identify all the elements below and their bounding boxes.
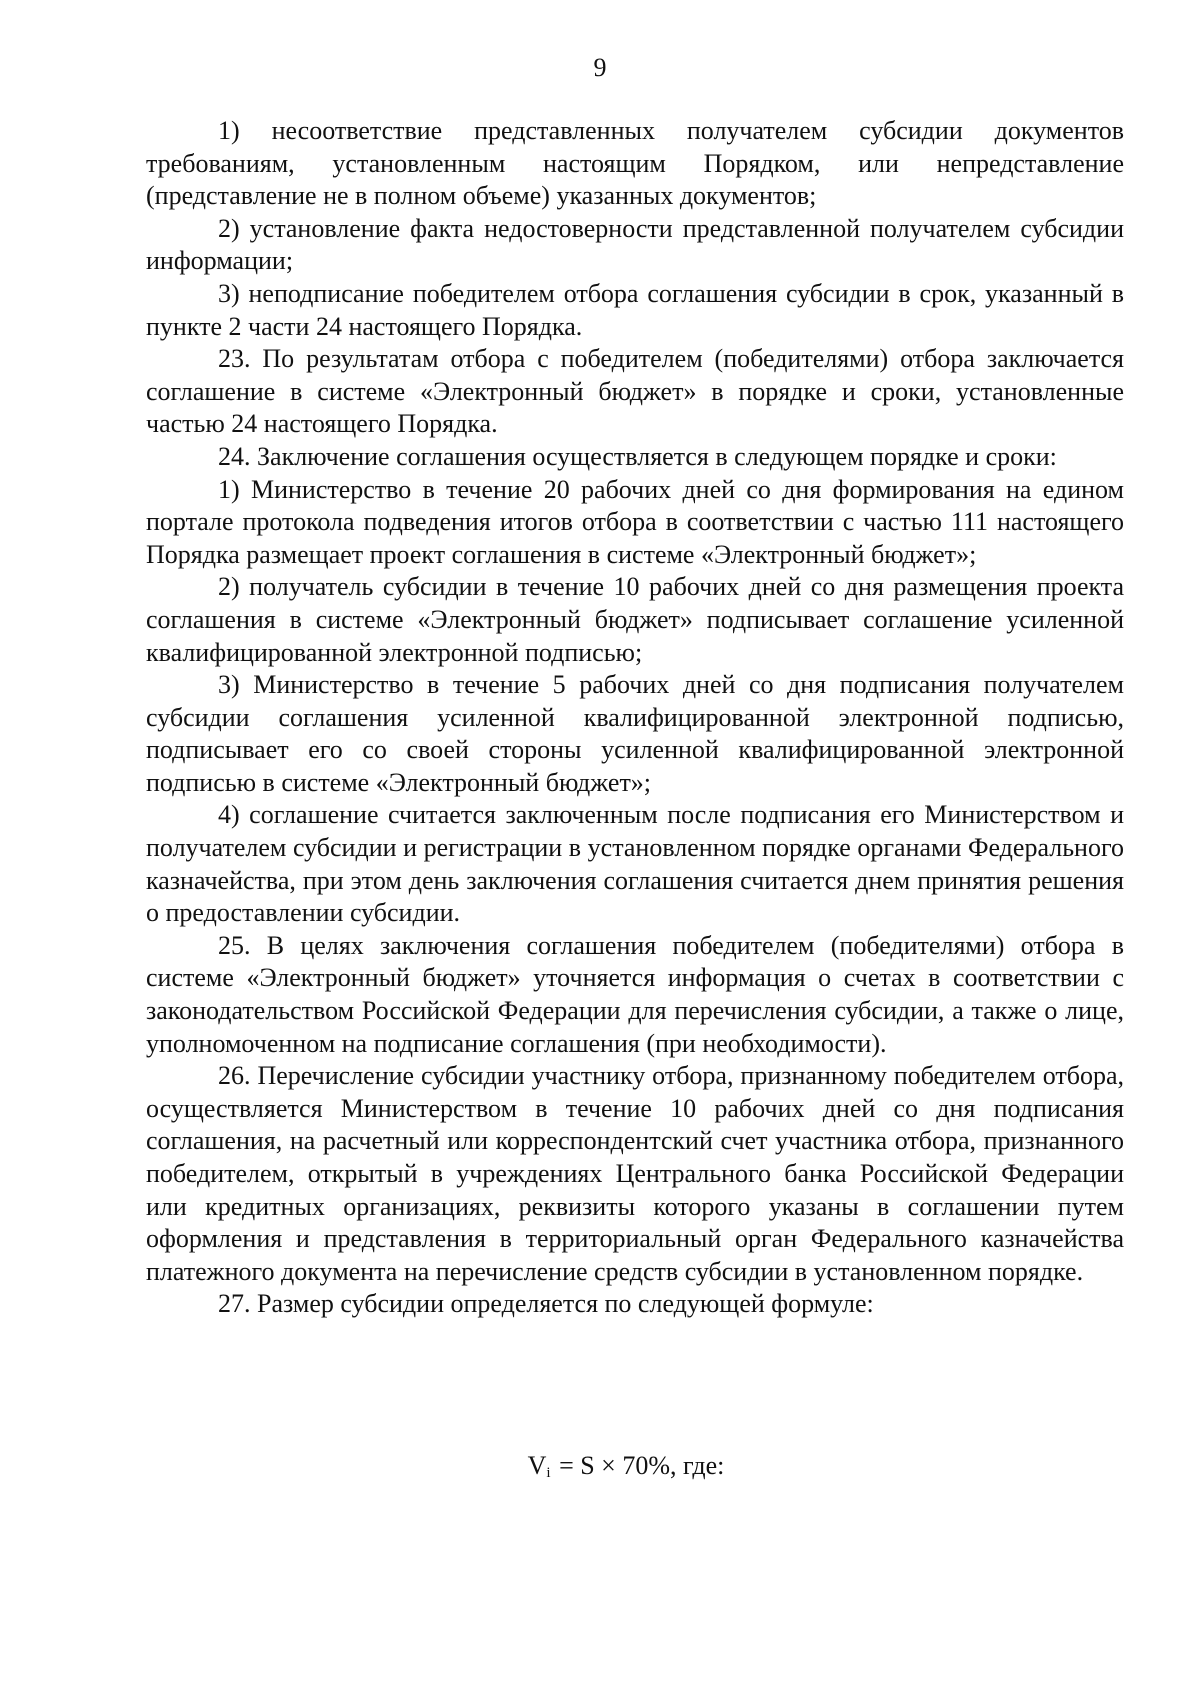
- formula-subscript: i: [546, 1465, 551, 1481]
- body-text: [146, 115, 1124, 1321]
- page-number: 9: [593, 53, 607, 82]
- paragraph-section-25: 25. В целях заключения соглашения победителем (победителями) отбора в системе «Электронный бюджет» уточняется информация о счетах в соответствии с законодательством Российской Федерации для перечисления субсидии, а также о лице, уполномоченном на подписание соглашения (при необходимости).: [146, 930, 1124, 1058]
- paragraph-section-24: 24. Заключение соглашения осуществляется в следующем порядке и сроки:: [218, 441, 1057, 471]
- paragraph-clause-2: 2) установление факта недостоверности представленной получателем субсидии информации;: [146, 213, 1124, 276]
- paragraph-section-24-item-3: 3) Министерство в течение 5 рабочих дней со дня подписания получателем субсидии соглашения усиленной квалифицированной электронной подписью, подписывает его со своей стороны усиленной квалифицированной электронной подписью в системе «Электронный бюджет»;: [146, 670, 1124, 797]
- paragraph-section-27: 27. Размер субсидии определяется по следующей формуле:: [218, 1289, 874, 1319]
- paragraph-section-26: 26. Перечисление субсидии участнику отбора, признанному победителем отбора, осуществляется Министерством в течение 10 рабочих дней со дня подписания соглашения, на расчетный или корреспондентский счет участника отбора, признанного победителем, открытый в учреждениях Центрального банка Российской Федерации или кредитных организациях, реквизиты которого указаны в соглашении путем оформления и представления в территориальный орган Федерального казначейства платежного документа на перечисление средств субсидии в установленном порядке.: [146, 1061, 1124, 1286]
- subsidy-formula: [0, 1450, 1200, 1489]
- formula-expression: = S × 70%, где:: [552, 1451, 725, 1480]
- formula-variable: V: [527, 1451, 547, 1480]
- paragraph-clause-1: 1) несоответствие представленных получателем субсидии документов требованиям, установленным настоящим Порядком, или непредставление (представление не в полном объеме) указанных документов;: [146, 116, 1124, 211]
- paragraph-clause-3: 3) неподписание победителем отбора соглашения субсидии в срок, указанный в пункте 2 части 24 настоящего Порядка.: [146, 278, 1124, 341]
- paragraph-section-23: 23. По результатам отбора с победителем (победителями) отбора заключается соглашение в системе «Электронный бюджет» в порядке и сроки, установленные частью 24 настоящего Порядка.: [146, 344, 1124, 439]
- paragraph-section-24-item-4: 4) соглашение считается заключенным после подписания его Министерством и получателем субсидии и регистрации в установленном порядке органами Федерального казначейства, при этом день заключения соглашения считается днем принятия решения о предоставлении субсидии.: [146, 800, 1124, 928]
- paragraph-section-24-item-1: 1) Министерство в течение 20 рабочих дней со дня формирования на едином портале протокола подведения итогов отбора в соответствии с частью 111 настоящего Порядка размещает проект соглашения в системе «Электронный бюджет»;: [146, 474, 1124, 569]
- paragraph-section-24-item-2: 2) получатель субсидии в течение 10 рабочих дней со дня размещения проекта соглашения в системе «Электронный бюджет» подписывает соглашение усиленной квалифицированной электронной подписью;: [146, 572, 1124, 667]
